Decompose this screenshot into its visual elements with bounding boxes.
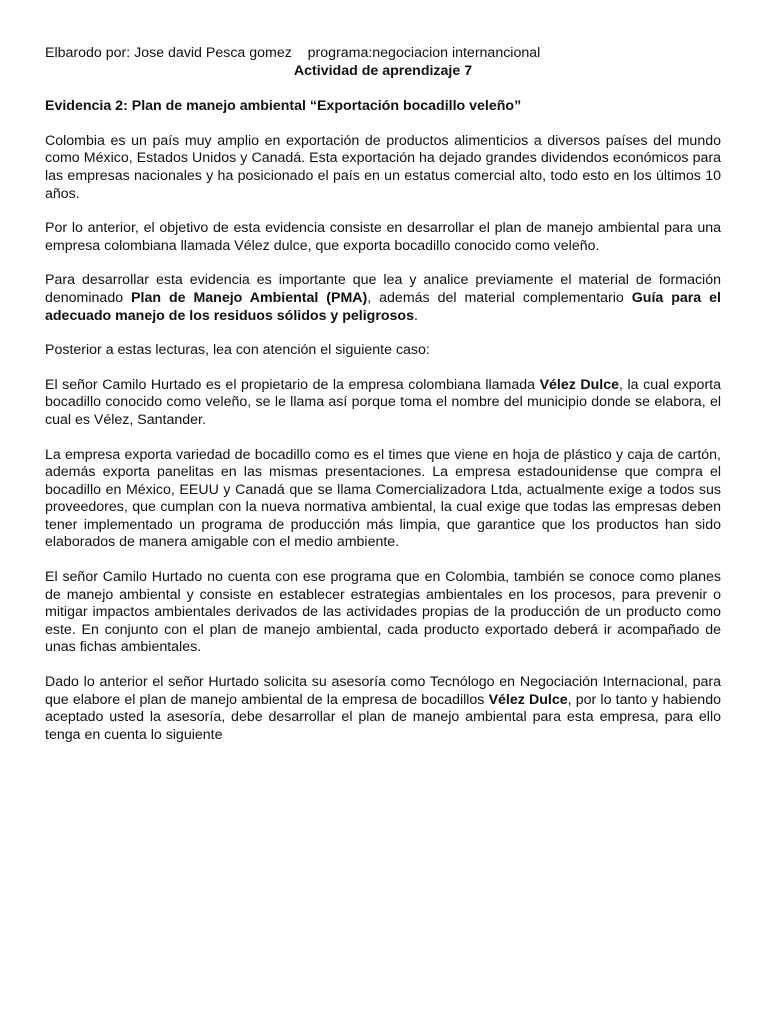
residuos-guide-title: Guía para el adecuado manejo de los residuos sólidos y peligrosos	[45, 289, 721, 324]
evidence-title: Evidencia 2: Plan de manejo ambiental “Exportación bocadillo veleño”	[45, 98, 522, 115]
paragraph-products: La empresa exporta variedad de bocadillo como es el times que viene en hoja de plástico y caja de cartón, además exporta panelitas en las mismas presentaciones. La empresa estadounidense que compra el bocadillo en México, EEUU y Canadá que se llama Comercializadora Ltda, actualmente exige a todos sus proveedores, que cumplan con la nueva normativa ambiental, la cual exige que todas las empresas deben tener implementado un programa de producción más limpia, que garantice que los productos han sido elaborados de manera amigable con el medio ambiente.	[45, 446, 721, 551]
author-line: Elbarodo por: Jose david Pesca gomez programa:negociacion internancional	[45, 45, 541, 61]
paragraph-owner	[45, 377, 721, 430]
paragraph-materials-text-3: .	[413, 307, 418, 324]
paragraph-owner-text-1: El señor Camilo Hurtado es el propietario de la empresa colombiana llamada	[45, 376, 540, 393]
paragraph-objective: Por lo anterior, el objetivo de esta evidencia consiste en desarrollar el plan de manejo ambiental para una empresa colombiana llamada Vélez dulce, que exporta bocadillo conocido como veleño.	[45, 220, 721, 254]
paragraph-materials-text-1: Para desarrollar esta evidencia es importante que lea y analice previamente el material de formación denominado	[45, 272, 721, 306]
paragraph-request	[45, 674, 721, 744]
paragraph-intro: Colombia es un país muy amplio en exportación de productos alimenticios a diversos países del mundo como México, Estados Unidos y Canadá. Esta exportación ha dejado grandes dividendos económicos para las empresas nacionales y ha posicionado el país en un estatus comercial alto, todo esto en los últimos 10 años.	[45, 132, 721, 202]
paragraph-request-text-1: Dado lo anterior el señor Hurtado solicita su asesoría como Tecnólogo en Negociación Internacional, para que elabore el plan de manejo ambiental de la empresa de bocadillos	[45, 674, 721, 708]
paragraph-request-text-2: , por lo tanto y habiendo aceptado usted la asesoría, debe desarrollar el plan de manejo ambiental para esta empresa, para ello tenga en cuenta lo siguiente	[45, 691, 721, 743]
document-page	[45, 45, 721, 761]
paragraph-program: El señor Camilo Hurtado no cuenta con ese programa que en Colombia, también se conoce como planes de manejo ambiental y consiste en establecer estrategias ambientales en los procesos, para prevenir o mitigar impactos ambientales derivados de las actividades propias de la producción de un producto como este. En conjunto con el plan de manejo ambiental, cada producto exportado deberá ir acompañado de unas fichas ambientales.	[45, 569, 721, 656]
paragraph-materials	[45, 272, 721, 325]
paragraph-owner-text-2: , la cual exporta bocadillo conocido como veleño, se le llama así porque toma el nombre del municipio donde se elabora, el cual es Vélez, Santander.	[45, 376, 722, 428]
paragraph-materials-text-2: , además del material complementario	[367, 289, 632, 306]
activity-title: Actividad de aprendizaje 7	[293, 62, 473, 79]
pma-material-title: Plan de Manejo Ambiental (PMA)	[131, 289, 368, 306]
paragraph-case-intro: Posterior a estas lecturas, lea con atención el siguiente caso:	[45, 342, 430, 359]
company-name: Vélez Dulce	[539, 376, 620, 393]
company-name-bold: Vélez Dulce	[488, 691, 568, 708]
